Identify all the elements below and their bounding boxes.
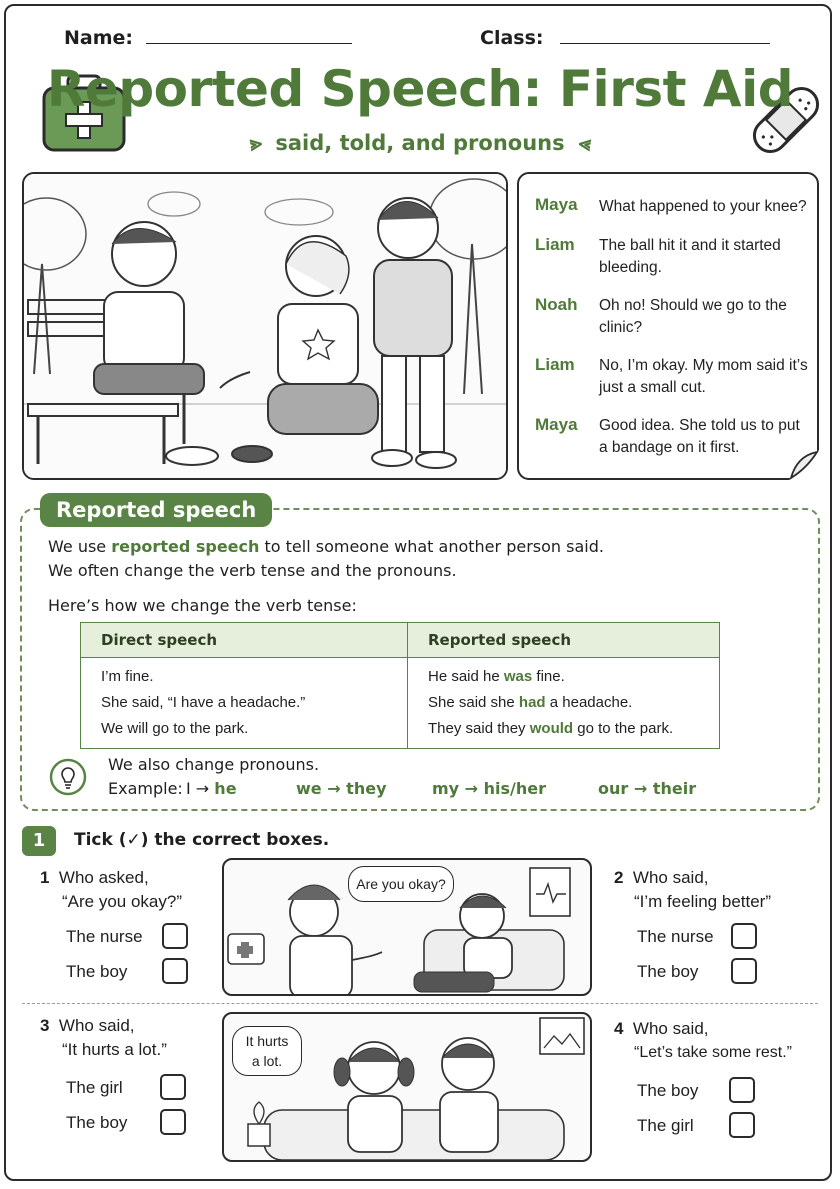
pronoun-example: we → they <box>296 779 387 798</box>
speaker-name: Noah <box>535 295 578 314</box>
dialogue-line: The ball hit it and it started bleeding. <box>599 237 781 276</box>
option-label: The girl <box>637 1116 694 1135</box>
reported-text: go to the park. <box>577 720 674 737</box>
tick-checkbox[interactable] <box>162 958 188 984</box>
kids-scene-image <box>222 1012 592 1162</box>
reported-text: fine. <box>536 668 565 685</box>
pronoun-example: our → their <box>598 779 697 798</box>
table-row <box>81 658 720 691</box>
speech-bubble: Are you okay? <box>348 866 454 902</box>
dialogue-line: What happened to your knee? <box>599 198 807 215</box>
option-label: The boy <box>637 1081 699 1100</box>
tick-checkbox[interactable] <box>729 1077 755 1103</box>
option-label: The girl <box>66 1078 123 1097</box>
reported-text: He said he <box>428 668 500 685</box>
question-2 <box>614 866 814 914</box>
column-header-direct: Direct speech <box>81 623 408 658</box>
page-curl-icon <box>789 450 819 480</box>
tick-checkbox[interactable] <box>160 1074 186 1100</box>
question-3 <box>40 1014 220 1062</box>
option-label: The boy <box>66 1113 128 1132</box>
story-illustration <box>22 172 508 480</box>
table-row <box>81 716 720 749</box>
table-row <box>81 690 720 716</box>
question-number: 3 <box>40 1016 50 1035</box>
nurse-scene-image <box>222 858 592 996</box>
question-number: 4 <box>614 1019 624 1038</box>
pronoun-example: my → his/her <box>432 779 547 798</box>
table-header-row <box>81 623 720 658</box>
pronoun-example: I → he <box>186 779 237 798</box>
tick-checkbox[interactable] <box>160 1109 186 1135</box>
option-label: The boy <box>637 962 699 981</box>
class-field <box>480 27 770 49</box>
direct-cell: She said, “I have a headache.” <box>81 690 408 716</box>
tick-checkbox[interactable] <box>731 958 757 984</box>
question-text: Who said, <box>632 1019 709 1038</box>
pronoun-note: We also change pronouns. <box>108 755 320 774</box>
reported-cell <box>408 658 720 691</box>
intro-line-1 <box>48 537 604 556</box>
speaker-name: Maya <box>535 195 578 214</box>
name-field <box>64 27 352 49</box>
subtitle-text: said, told, and pronouns <box>275 131 565 155</box>
reported-text: She said she <box>428 694 515 711</box>
lightbulb-icon <box>48 757 88 797</box>
tick-checkbox[interactable] <box>731 923 757 949</box>
name-label: Name: <box>64 27 134 49</box>
page-subtitle: ⪢ said, told, and pronouns ⪡ <box>247 130 593 156</box>
question-quote: “I’m feeling better” <box>634 892 771 911</box>
intro-text: We use <box>48 537 107 556</box>
intro-highlight: reported speech <box>111 537 260 556</box>
bubble-line: a lot. <box>251 1053 283 1069</box>
question-quote: “It hurts a lot.” <box>62 1040 167 1059</box>
reported-text: They said they <box>428 720 526 737</box>
option-label: The nurse <box>66 927 143 946</box>
section-divider <box>22 1003 818 1004</box>
tense-intro: Here’s how we change the verb tense: <box>48 596 357 615</box>
page-title: Reported Speech: First Aid <box>46 60 794 118</box>
question-number: 1 <box>40 868 50 887</box>
question-4 <box>614 1017 830 1065</box>
park-scene-image <box>24 174 506 478</box>
question-text: Who asked, <box>58 868 149 887</box>
question-text: Who said, <box>58 1016 135 1035</box>
reported-cell <box>408 716 720 749</box>
exercise-number: 1 <box>22 826 56 856</box>
verb-highlight: had <box>518 694 546 711</box>
reported-cell <box>408 690 720 716</box>
class-label: Class: <box>480 27 544 49</box>
pronoun-examples <box>108 779 708 801</box>
verb-highlight: would <box>529 720 574 737</box>
reported-speech-heading: Reported speech <box>40 493 272 527</box>
direct-cell: I’m fine. <box>81 658 408 691</box>
dialogue-panel <box>517 172 819 480</box>
option-label: The nurse <box>637 927 714 946</box>
verb-highlight: was <box>503 668 533 685</box>
column-header-reported: Reported speech <box>408 623 720 658</box>
tense-table <box>80 622 720 749</box>
dialogue-line: Good idea. She told us to put a bandage on it first. <box>599 417 800 456</box>
question-text: Who said, <box>632 868 709 887</box>
exercise-instruction: Tick (✓) the correct boxes. <box>74 830 330 850</box>
question-number: 2 <box>614 868 624 887</box>
speech-bubble <box>232 1026 302 1076</box>
class-line[interactable] <box>560 29 770 44</box>
direct-cell: We will go to the park. <box>81 716 408 749</box>
name-line[interactable] <box>146 29 352 44</box>
intro-line-2: We often change the verb tense and the pronouns. <box>48 561 457 580</box>
intro-text: to tell someone what another person said. <box>264 537 604 556</box>
speaker-name: Maya <box>535 415 578 434</box>
example-label: Example: <box>108 779 183 798</box>
speaker-name: Liam <box>535 355 575 374</box>
option-label: The boy <box>66 962 128 981</box>
question-quote: “Are you okay?” <box>62 892 182 911</box>
tick-checkbox[interactable] <box>162 923 188 949</box>
tick-checkbox[interactable] <box>729 1112 755 1138</box>
speaker-name: Liam <box>535 235 575 254</box>
dialogue-line: Oh no! Should we go to the clinic? <box>599 297 787 336</box>
question-1 <box>40 866 210 914</box>
bubble-line: It hurts <box>245 1033 289 1049</box>
question-quote: “Let’s take some rest.” <box>634 1044 792 1061</box>
reported-text: a headache. <box>549 694 633 711</box>
dialogue-line: No, I’m okay. My mom said it’s just a small cut. <box>599 357 808 396</box>
